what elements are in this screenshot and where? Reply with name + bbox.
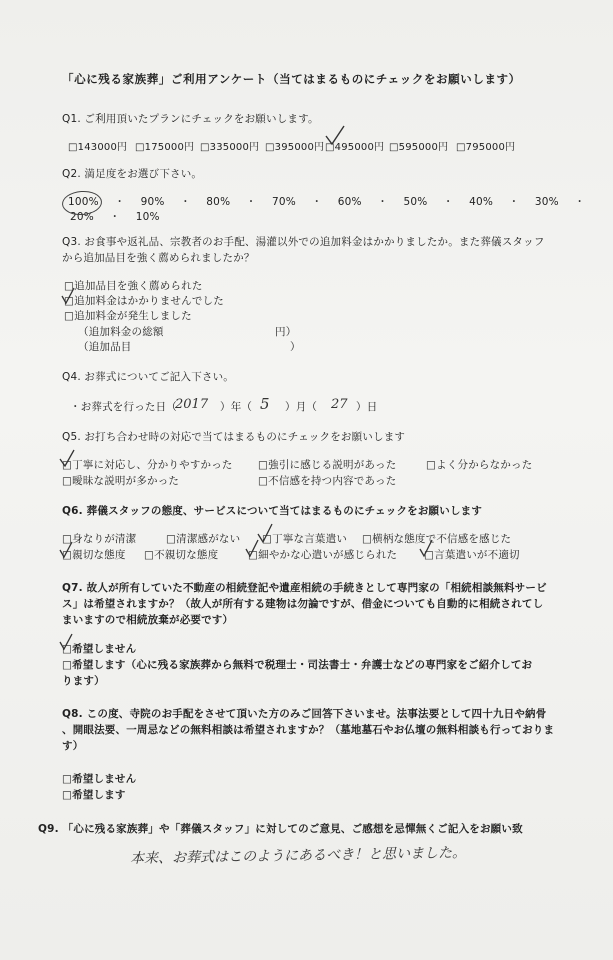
q1-checkmark-icon (324, 124, 346, 148)
q4-day-value: 27 (331, 397, 348, 412)
q3-question-line1: Q3. お食事や返礼品、宗教者のお手配、湯灌以外での追加料金はかかりましたか。また葬儀スタッフ (62, 236, 545, 248)
q4-day-label: ）日 (356, 401, 378, 413)
q1-option-143000[interactable]: □143000円 (68, 142, 128, 153)
q4-year-label: ）年（ (220, 401, 253, 413)
q6-checkmark-kind-icon (58, 540, 74, 560)
q7-question-line2: ス」は希望されますか？（故人が所有する建物は勿論ですが、借金についても自動的に相続されてし (62, 598, 544, 610)
q7-option-yes-line1[interactable]: □希望します（心に残る家族葬から無料で税理士・司法書士・弁護士などの専門家をご紹介してお (62, 659, 533, 671)
q7-question-line1: Q7. 故人が所有していた不動産の相続登記や遺産相続の手続きとして専門家の「相続相談無料サービ (62, 582, 547, 594)
q9-question: Q9. 「心に残る家族葬」や「葬儀スタッフ」に対してのご意見、ご感想を忌憚無くご記入をお願い致 (38, 823, 523, 835)
q5-option-distrust[interactable]: □不信感を持つ内容であった (258, 475, 397, 487)
q4-month-value: 5 (260, 395, 270, 413)
q3-option-no-extra-fee[interactable]: □追加料金はかかりませんでした (64, 295, 224, 307)
q3-question-line2: から追加品目を強く薦められましたか？ (62, 252, 255, 264)
q6-checkmark-bad-words-icon (418, 538, 434, 560)
q8-question-line1: Q8. この度、寺院のお手配をさせて頂いた方のみご回答下さいませ。法事法要として四十九日や納骨 (62, 708, 547, 720)
q6-option-arrogant[interactable]: □横柄な態度で不信感を感じた (362, 533, 512, 545)
q1-option-495000[interactable]: □495000円 (325, 142, 385, 153)
q6-option-clean[interactable]: □身なりが清潔 (62, 533, 137, 545)
q1-question: Q1. ご利用頂いたプランにチェックをお願いします。 (62, 113, 319, 125)
q7-option-yes-line2: ります） (62, 675, 105, 687)
q2-scale-line1: 100% ・ 90% ・ 80% ・ 70% ・ 60% ・ 50% ・ 40% ・ 30% ・ (68, 196, 586, 208)
q1-option-335000[interactable]: □335000円 (200, 142, 260, 153)
q5-option-pushy[interactable]: □強引に感じる説明があった (258, 459, 397, 471)
q6-option-unclean[interactable]: □清潔感がない (166, 533, 241, 545)
q5-checkmark-icon (58, 447, 76, 469)
q3-total-label: （追加料金の総額 (78, 326, 164, 338)
q3-option-recommended[interactable]: □追加品目を強く薦められた (64, 280, 203, 292)
q5-question: Q5. お打ち合わせ時の対応で当てはまるものにチェックをお願いします (62, 431, 406, 443)
q6-option-bad-words[interactable]: □言葉遣いが不適切 (424, 549, 520, 561)
q1-option-395000[interactable]: □395000円 (265, 142, 325, 153)
q2-question: Q2. 満足度をお選び下さい。 (62, 168, 203, 180)
q8-option-no[interactable]: □希望しません (62, 773, 137, 785)
q3-checkmark-icon (60, 286, 76, 306)
q3-option-extra-fee[interactable]: □追加料金が発生しました (64, 310, 192, 322)
q3-items-close: ） (290, 341, 301, 353)
q6-checkmark-considerate-icon (244, 538, 260, 560)
q8-question-line3: す） (62, 740, 84, 752)
q9-handwritten-answer: 本来、お葬式はこのようにあるべき！と思いました。 (129, 845, 467, 867)
q6-option-polite-words[interactable]: □丁寧な言葉遣い (262, 533, 348, 545)
q3-items-label: （追加品目 (78, 341, 132, 353)
survey-title: 「心に残る家族葬」ご利用アンケート（当てはまるものにチェックをお願いします） (62, 72, 521, 86)
q4-date-label: ・お葬式を行った日（ (70, 401, 177, 413)
q4-year-value: 2017 (175, 397, 209, 412)
q8-option-yes[interactable]: □希望します (62, 789, 126, 801)
q4-month-label: ）月（ (285, 401, 318, 413)
q6-option-considerate[interactable]: □細やかな心遣いが感じられた (248, 549, 398, 561)
q2-scale-line2: 20% ・ 10% (70, 211, 160, 223)
q7-checkmark-icon (58, 632, 74, 652)
q7-option-no[interactable]: □希望しません (62, 643, 137, 655)
q1-option-175000[interactable]: □175000円 (135, 142, 195, 153)
q1-option-595000[interactable]: □595000円 (389, 142, 449, 153)
q6-option-unkind[interactable]: □不親切な態度 (144, 549, 219, 561)
q5-option-polite[interactable]: □丁寧に対応し、分かりやすかった (62, 459, 233, 471)
q3-total-unit: 円） (275, 326, 297, 338)
q5-option-unclear[interactable]: □よく分からなかった (426, 459, 533, 471)
q6-question: Q6. 葬儀スタッフの態度、サービスについて当てはまるものにチェックをお願いします (62, 505, 483, 517)
q8-question-line2: 、開眼法要、一周忌などの無料相談は希望されますか？（墓地墓石やお仏壇の無料相談も行っておりま (62, 724, 555, 736)
q7-question-line3: まいますので相続放棄が必要です） (62, 614, 234, 626)
q6-option-kind[interactable]: □親切な態度 (62, 549, 126, 561)
q5-option-vague[interactable]: □曖昧な説明が多かった (62, 475, 180, 487)
q4-question: Q4. お葬式についてご記入下さい。 (62, 371, 235, 383)
q1-option-795000[interactable]: □795000円 (456, 142, 516, 153)
